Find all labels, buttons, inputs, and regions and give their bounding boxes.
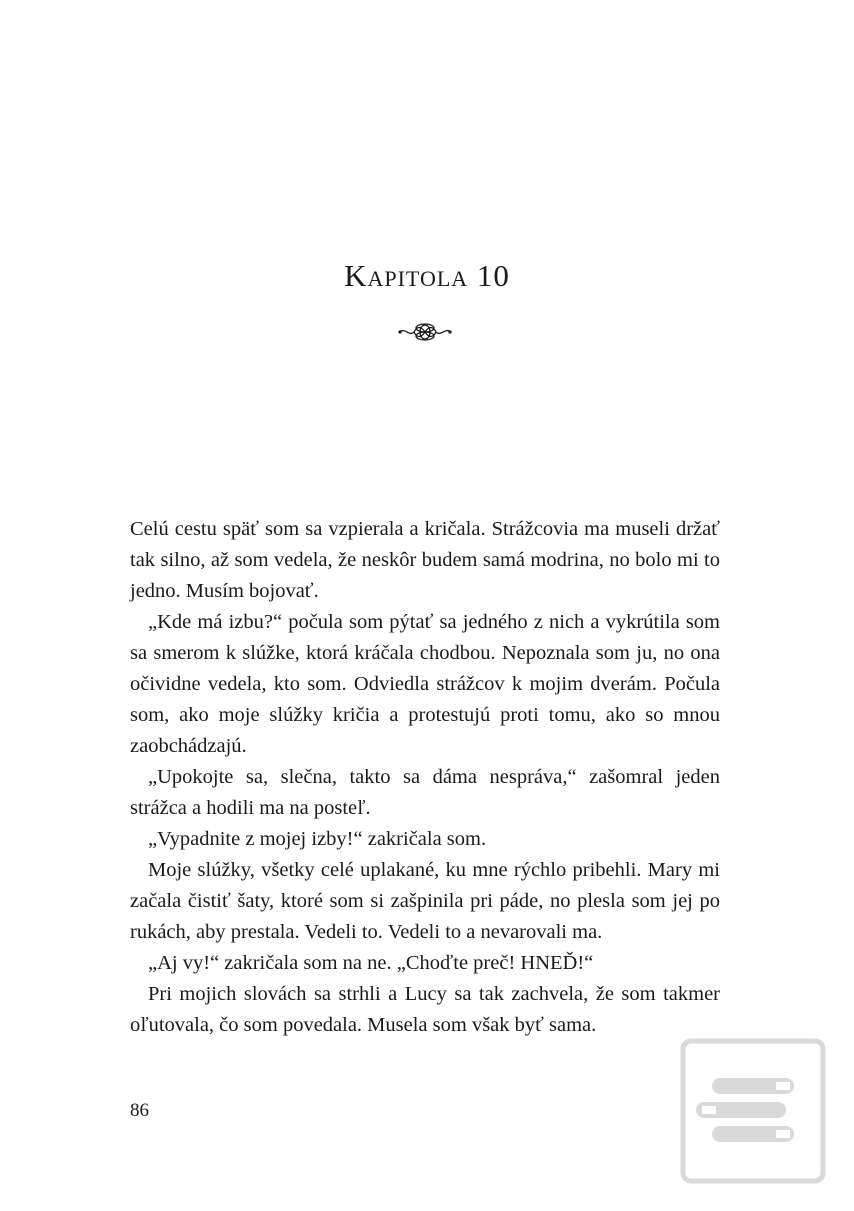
- paragraph: „Kde má izbu?“ počula som pýtať sa jedného z nich a vykrútila som sa smerom k slúžke, ktorá kráčala chodbou. Nepoznala som ju, no ona očividne vedela, kto som. Odviedla strážcov k mojim dverám. Počula som, ako moje slúžky kričia a protestujú proti tomu, ako so mnou zaobchádzajú.: [130, 611, 720, 757]
- paragraph: Celú cestu späť som sa vzpierala a kričala. Strážcovia ma museli držať tak silno, až som vedela, že neskôr budem samá modrina, no bolo mi to jedno. Musím bojovať.: [130, 518, 720, 602]
- fleuron-ornament-icon: [397, 318, 453, 346]
- paragraph: Moje slúžky, všetky celé uplakané, ku mne rýchlo pribehli. Mary mi začala čistiť šaty, ktoré som si zašpinila pri páde, no plesla som jej po rukách, aby prestala. Vedeli to. Vedeli to a nevarovali ma.: [130, 859, 720, 943]
- chapter-title: Kapitola 10: [344, 258, 510, 293]
- paragraph: „Upokojte sa, slečna, takto sa dáma nespráva,“ zašomral jeden strážca a hodili ma na posteľ.: [130, 766, 720, 819]
- paragraph: „Aj vy!“ zakričala som na ne. „Choďte preč! HNEĎ!“: [148, 952, 594, 974]
- body-text: [130, 514, 720, 1041]
- paragraph: „Vypadnite z mojej izby!“ zakričala som.: [148, 828, 487, 850]
- page-number: 86: [130, 1100, 149, 1121]
- book-stack-icon: [680, 1038, 826, 1184]
- paragraph: Pri mojich slovách sa strhli a Lucy sa tak zachvela, že som takmer oľutovala, čo som povedala. Musela som však byť sama.: [130, 983, 720, 1036]
